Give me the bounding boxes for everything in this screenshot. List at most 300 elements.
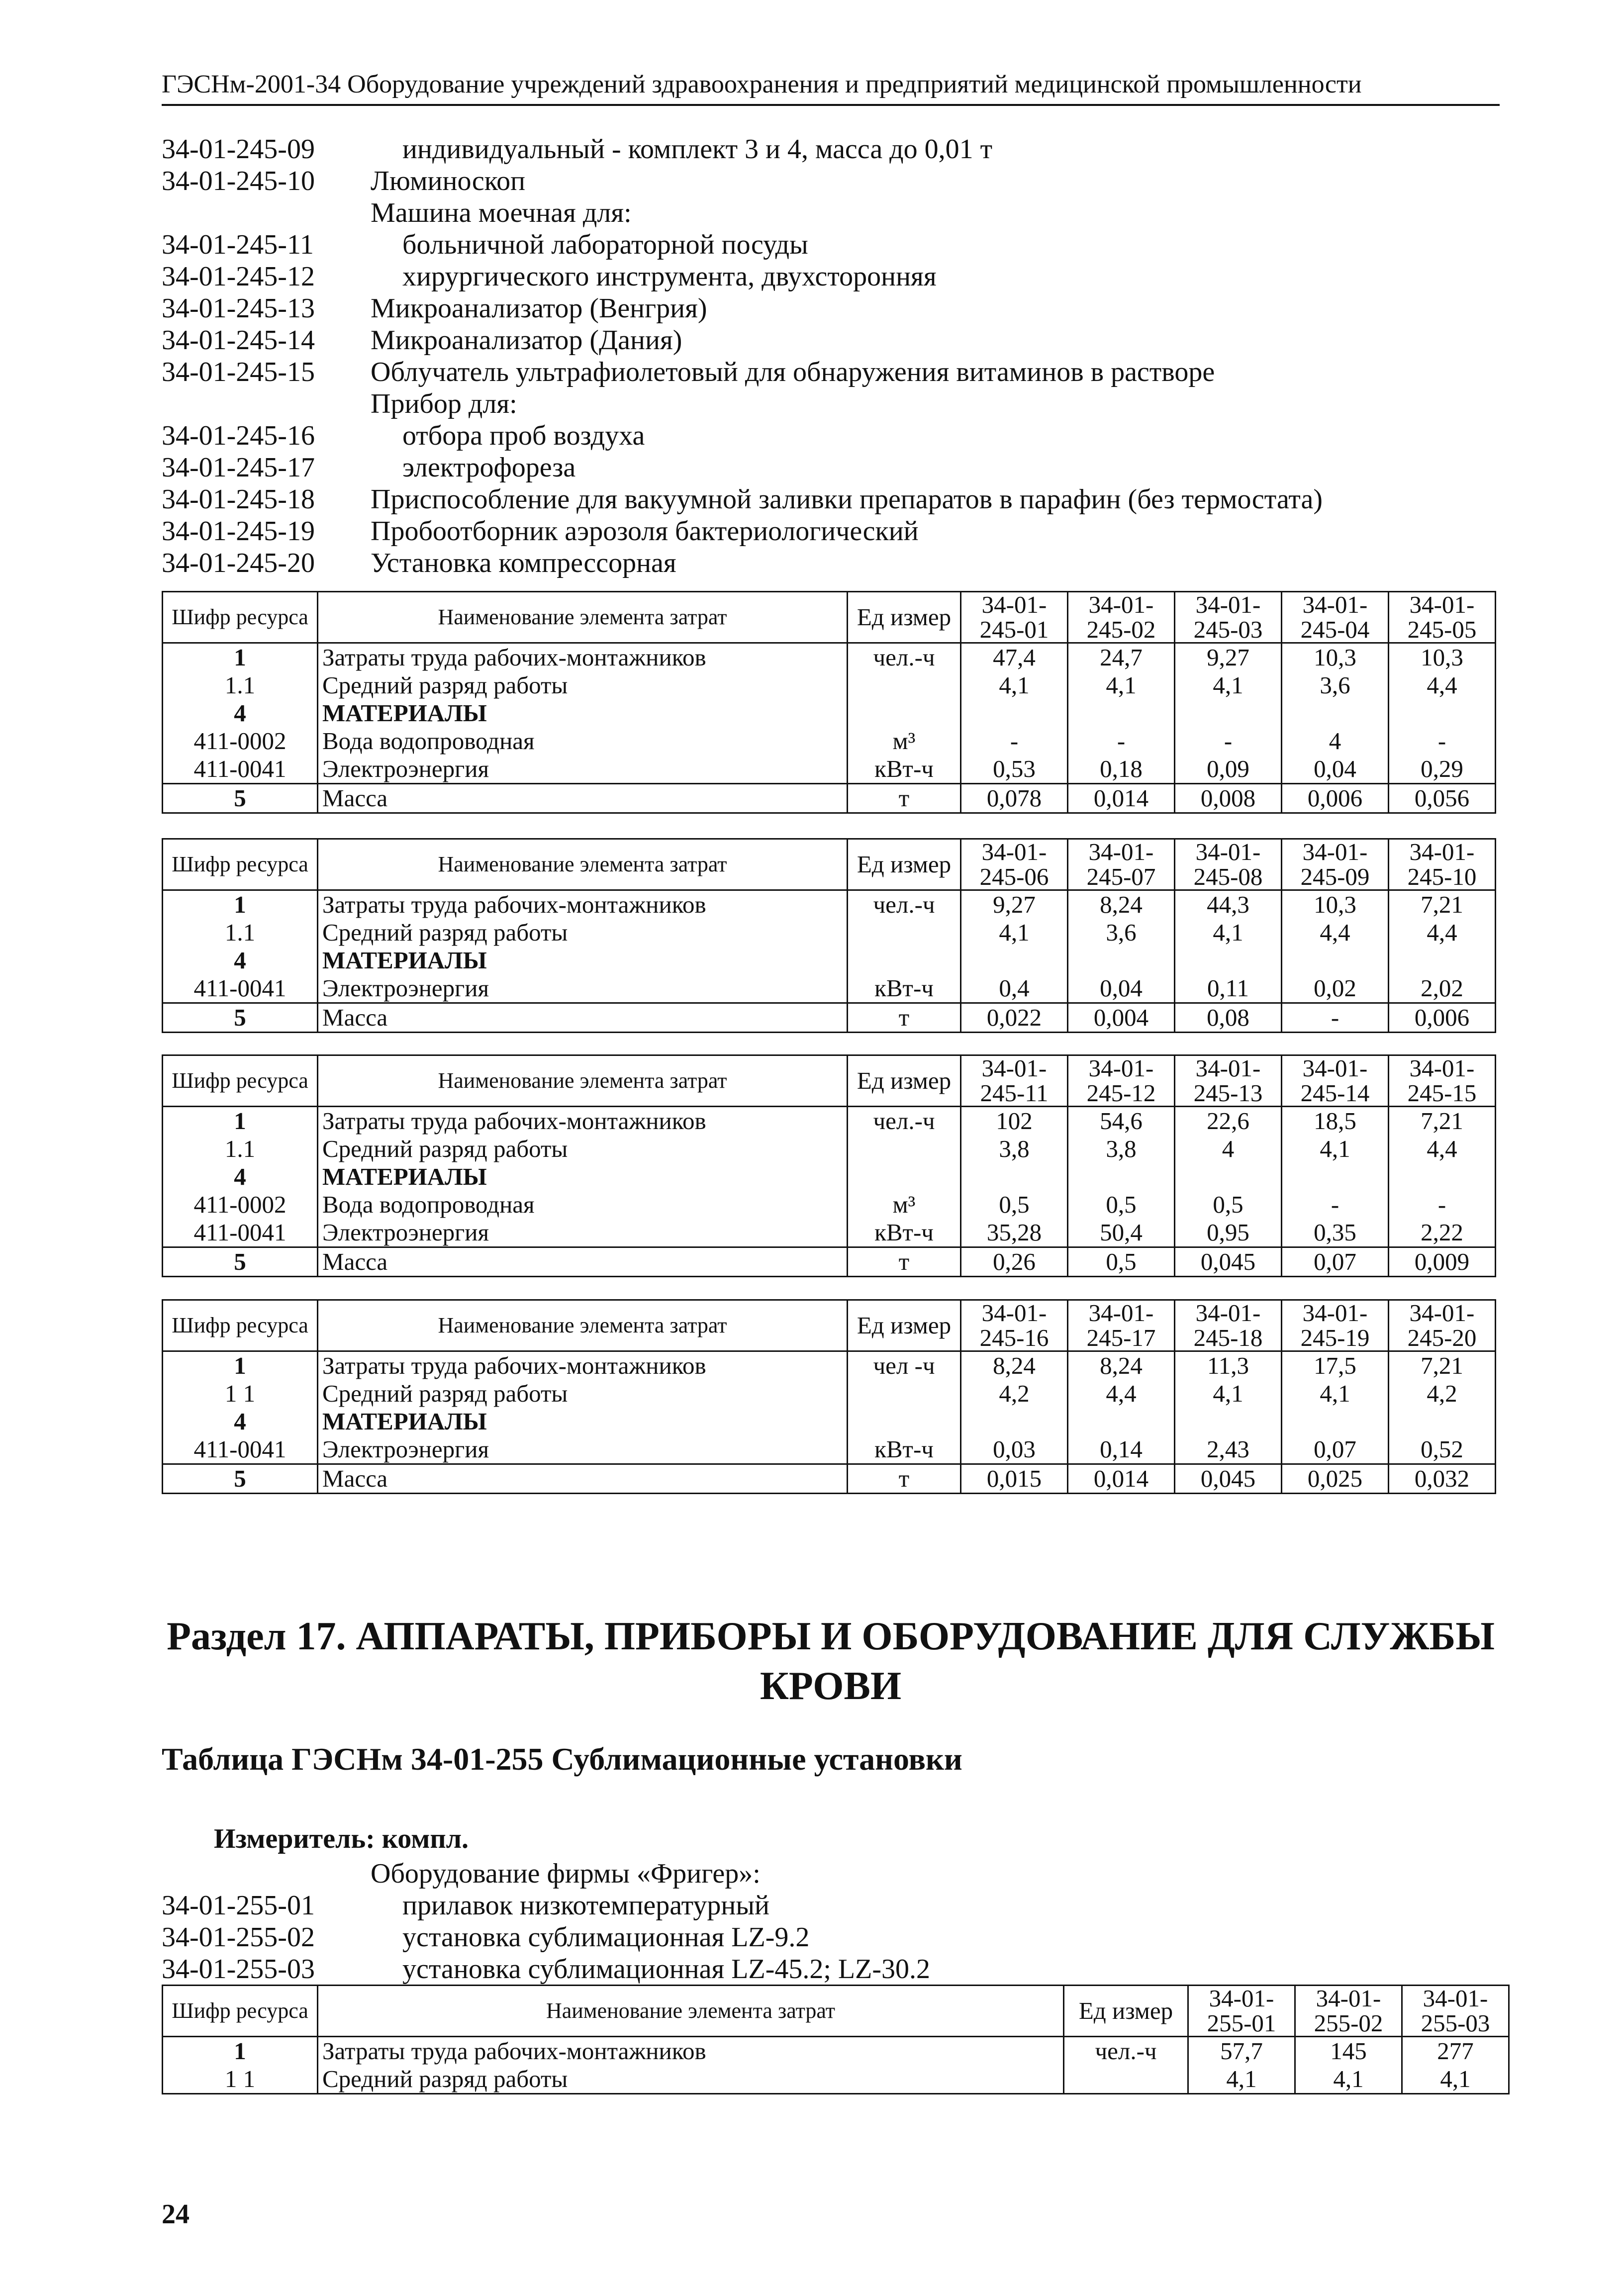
cell-value: 4,1 — [1175, 1380, 1282, 1408]
cell-value: 145 — [1295, 2037, 1402, 2066]
cell-value: 0,009 — [1389, 1247, 1496, 1277]
list-item — [162, 1953, 1529, 1985]
list-item-text: электрофореза — [402, 452, 576, 483]
cell-value: 8,24 — [961, 1351, 1068, 1380]
list-item — [162, 1921, 1529, 1953]
table-row — [163, 890, 1496, 919]
cell-unit — [848, 1135, 961, 1163]
cell-value: 47,4 — [961, 643, 1068, 672]
cell-value: 4,1 — [1068, 671, 1175, 699]
list-item-code: 34-01-245-15 — [162, 357, 315, 387]
cell-value: 4 — [1175, 1135, 1282, 1163]
list-item-text: установка сублимационная LZ-9.2 — [402, 1922, 810, 1953]
cell-unit: чел.-ч — [1064, 2037, 1188, 2066]
cell-unit: т — [848, 1464, 961, 1494]
list-item — [162, 547, 1529, 579]
cell-code: 1 1 — [163, 2065, 318, 2094]
list-item — [162, 1890, 1529, 1921]
cell-unit: кВт-ч — [848, 1435, 961, 1464]
cell-value: 0,014 — [1068, 784, 1175, 813]
cell-value — [1068, 947, 1175, 974]
list-item-text: индивидуальный - комплект 3 и 4, масса до 0,01 т — [402, 134, 993, 165]
list-item — [162, 229, 1529, 261]
cell-unit: чел.-ч — [848, 890, 961, 919]
list-item-text: Приспособление для вакуумной заливки препаратов в парафин (без термостата) — [371, 484, 1323, 515]
cell-code: 1 — [163, 643, 318, 672]
col-header-unit: Ед измер — [848, 1055, 961, 1107]
col-header-norm: 34-01- 245-02 — [1068, 592, 1175, 643]
list-item-text: Микроанализатор (Венгрия) — [371, 293, 707, 324]
cell-name: Электроэнергия — [318, 974, 848, 1003]
code-list-255 — [162, 1858, 1529, 1985]
col-header-norm: 34-01- 245-11 — [961, 1055, 1068, 1107]
col-header-unit: Ед измер — [848, 839, 961, 890]
cell-value: 10,3 — [1282, 890, 1389, 919]
col-header-unit: Ед измер — [848, 1300, 961, 1351]
list-item-code: 34-01-255-01 — [162, 1890, 315, 1921]
cell-value: 7,21 — [1389, 890, 1496, 919]
cell-name: МАТЕРИАЛЫ — [318, 947, 848, 974]
list-item-code — [162, 388, 371, 420]
table-row — [163, 784, 1496, 813]
cell-unit — [848, 947, 961, 974]
cell-unit: м³ — [848, 1191, 961, 1219]
cell-value: 7,21 — [1389, 1107, 1496, 1136]
measure-label: Измеритель: — [214, 1823, 375, 1854]
cell-value: 0,5 — [1175, 1191, 1282, 1219]
resource-table — [162, 1054, 1496, 1277]
col-header-norm: 34-01- 245-13 — [1175, 1055, 1282, 1107]
cell-unit — [848, 1163, 961, 1191]
table-row — [163, 1003, 1496, 1033]
resource-table — [162, 1299, 1496, 1494]
table-row — [163, 1435, 1496, 1464]
page-number: 24 — [162, 2199, 190, 2230]
col-header-unit: Ед измер — [848, 592, 961, 643]
table-row — [163, 1219, 1496, 1247]
cell-value: 0,08 — [1175, 1003, 1282, 1033]
cell-value: 18,5 — [1282, 1107, 1389, 1136]
col-header-name: Наименование элемента затрат — [318, 839, 848, 890]
cell-value: 4,1 — [1175, 671, 1282, 699]
cell-value: 0,5 — [1068, 1247, 1175, 1277]
cell-code: 1 1 — [163, 1380, 318, 1408]
cell-code: 411-0041 — [163, 974, 318, 1003]
col-header-norm: 34-01- 245-10 — [1389, 839, 1496, 890]
list-item — [162, 324, 1529, 356]
cell-name: Вода водопроводная — [318, 1191, 848, 1219]
cell-name: Масса — [318, 784, 848, 813]
list-item-code: 34-01-245-14 — [162, 325, 315, 356]
cell-code: 4 — [163, 1163, 318, 1191]
cell-value: 0,26 — [961, 1247, 1068, 1277]
cell-value: 0,07 — [1282, 1247, 1389, 1277]
col-header-code: Шифр ресурса — [163, 592, 318, 643]
cell-unit — [848, 1380, 961, 1408]
cell-code: 5 — [163, 1464, 318, 1494]
cell-unit: чел.-ч — [848, 643, 961, 672]
cell-value: 9,27 — [961, 890, 1068, 919]
col-header-norm: 34-01- 245-20 — [1389, 1300, 1496, 1351]
table-row — [163, 699, 1496, 727]
cell-name: Средний разряд работы — [318, 1135, 848, 1163]
table-row — [163, 1408, 1496, 1435]
cell-value: 4,1 — [1282, 1380, 1389, 1408]
cell-name: Масса — [318, 1464, 848, 1494]
cell-name: МАТЕРИАЛЫ — [318, 699, 848, 727]
cell-value: 3,6 — [1068, 919, 1175, 947]
table-row — [163, 1191, 1496, 1219]
list-item — [162, 261, 1529, 292]
cell-name: Средний разряд работы — [318, 2065, 1064, 2094]
cell-value: - — [961, 727, 1068, 755]
cell-code: 1 — [163, 2037, 318, 2066]
list-item-text: прилавок низкотемпературный — [402, 1890, 769, 1921]
cell-value: 0,11 — [1175, 974, 1282, 1003]
cell-value: 0,045 — [1175, 1247, 1282, 1277]
cell-value: 22,6 — [1175, 1107, 1282, 1136]
col-header-norm: 34-01- 255-01 — [1188, 1986, 1295, 2037]
list-item-code: 34-01-245-12 — [162, 261, 315, 292]
list-item — [162, 1858, 1529, 1890]
cell-unit — [848, 671, 961, 699]
list-item-text: Установка компрессорная — [371, 548, 676, 578]
list-item — [162, 452, 1529, 483]
col-header-norm: 34-01- 245-07 — [1068, 839, 1175, 890]
cell-name: Электроэнергия — [318, 1219, 848, 1247]
cell-value: 4,4 — [1068, 1380, 1175, 1408]
resource-table — [162, 1985, 1510, 2094]
cell-value — [1068, 1408, 1175, 1435]
cell-unit — [1064, 2065, 1188, 2094]
cell-value: 17,5 — [1282, 1351, 1389, 1380]
cell-value: 4,1 — [1282, 1135, 1389, 1163]
cell-value — [1175, 1163, 1282, 1191]
cell-unit: т — [848, 784, 961, 813]
cell-value: 0,056 — [1389, 784, 1496, 813]
cell-value — [961, 947, 1068, 974]
cell-value: 0,022 — [961, 1003, 1068, 1033]
list-item-text: Оборудование фирмы «Фригер»: — [371, 1858, 761, 1889]
col-header-name: Наименование элемента затрат — [318, 1300, 848, 1351]
cell-value: 4,1 — [961, 919, 1068, 947]
list-item-text: хирургического инструмента, двухсторонняя — [402, 261, 937, 292]
running-header: ГЭСНм-2001-34 Оборудование учреждений здравоохранения и предприятий медицинской промышленности — [162, 70, 1500, 106]
col-header-name: Наименование элемента затрат — [318, 592, 848, 643]
cell-value — [1175, 699, 1282, 727]
cell-value: 0,29 — [1389, 755, 1496, 784]
cell-value — [1389, 1408, 1496, 1435]
cell-value — [1282, 1408, 1389, 1435]
table-row — [163, 1163, 1496, 1191]
col-header-norm: 34-01- 245-04 — [1282, 592, 1389, 643]
cell-value: 0,045 — [1175, 1464, 1282, 1494]
cell-value: 0,008 — [1175, 784, 1282, 813]
cell-value: 44,3 — [1175, 890, 1282, 919]
col-header-norm: 34-01- 245-08 — [1175, 839, 1282, 890]
list-item-code: 34-01-245-18 — [162, 484, 315, 515]
cell-value: 7,21 — [1389, 1351, 1496, 1380]
list-item-code: 34-01-245-09 — [162, 134, 315, 165]
cell-unit: чел -ч — [848, 1351, 961, 1380]
cell-name: Электроэнергия — [318, 1435, 848, 1464]
list-item-code — [162, 1858, 371, 1890]
cell-name: Затраты труда рабочих-монтажников — [318, 1351, 848, 1380]
cell-value: 4,1 — [1402, 2065, 1509, 2094]
table-row — [163, 2037, 1509, 2066]
cell-unit: м³ — [848, 727, 961, 755]
cell-unit — [848, 699, 961, 727]
col-header-norm: 34-01- 245-01 — [961, 592, 1068, 643]
cell-code: 1 — [163, 1107, 318, 1136]
cell-value: 10,3 — [1389, 643, 1496, 672]
cell-value: 9,27 — [1175, 643, 1282, 672]
cell-code: 411-0002 — [163, 1191, 318, 1219]
cell-code: 5 — [163, 784, 318, 813]
cell-code: 1.1 — [163, 1135, 318, 1163]
cell-value: 0,02 — [1282, 974, 1389, 1003]
cell-value: 0,35 — [1282, 1219, 1389, 1247]
table-row — [163, 1135, 1496, 1163]
cell-name: МАТЕРИАЛЫ — [318, 1408, 848, 1435]
table-row — [163, 671, 1496, 699]
cell-value: 11,3 — [1175, 1351, 1282, 1380]
cell-value — [1282, 947, 1389, 974]
cell-unit — [848, 919, 961, 947]
list-item-code: 34-01-245-11 — [162, 229, 314, 260]
list-item-text: Прибор для: — [371, 388, 517, 419]
cell-unit: т — [848, 1247, 961, 1277]
table-row — [163, 1464, 1496, 1494]
cell-value: 8,24 — [1068, 1351, 1175, 1380]
col-header-norm: 34-01- 245-05 — [1389, 592, 1496, 643]
list-item — [162, 133, 1529, 165]
cell-value: 0,004 — [1068, 1003, 1175, 1033]
list-item-code: 34-01-245-13 — [162, 293, 315, 324]
cell-code: 4 — [163, 699, 318, 727]
list-item — [162, 483, 1529, 515]
cell-value: 102 — [961, 1107, 1068, 1136]
col-header-name: Наименование элемента затрат — [318, 1986, 1064, 2037]
cell-name: Масса — [318, 1003, 848, 1033]
cell-code: 5 — [163, 1003, 318, 1033]
cell-name: Средний разряд работы — [318, 919, 848, 947]
cell-value: 0,04 — [1068, 974, 1175, 1003]
cell-name: Вода водопроводная — [318, 727, 848, 755]
col-header-code: Шифр ресурса — [163, 1986, 318, 2037]
cell-value: 0,03 — [961, 1435, 1068, 1464]
cell-code: 4 — [163, 947, 318, 974]
cell-value: 0,52 — [1389, 1435, 1496, 1464]
cell-value: 4,1 — [1295, 2065, 1402, 2094]
list-item-code: 34-01-255-02 — [162, 1922, 315, 1953]
cell-name: Электроэнергия — [318, 755, 848, 784]
col-header-norm: 34-01- 245-18 — [1175, 1300, 1282, 1351]
cell-value: 277 — [1402, 2037, 1509, 2066]
cell-value — [1389, 947, 1496, 974]
cell-unit: кВт-ч — [848, 755, 961, 784]
cell-code: 411-0041 — [163, 1219, 318, 1247]
list-item-text: Пробоотборник аэрозоля бактериологический — [371, 516, 919, 547]
cell-value — [1175, 947, 1282, 974]
cell-name: МАТЕРИАЛЫ — [318, 1163, 848, 1191]
list-item-code: 34-01-245-16 — [162, 420, 315, 451]
cell-code: 4 — [163, 1408, 318, 1435]
cell-value: 4 — [1282, 727, 1389, 755]
cell-value — [1389, 1163, 1496, 1191]
list-item — [162, 165, 1529, 197]
col-header-norm: 34-01- 245-19 — [1282, 1300, 1389, 1351]
cell-value — [1282, 1163, 1389, 1191]
list-item-code: 34-01-255-03 — [162, 1954, 315, 1985]
cell-value: 0,95 — [1175, 1219, 1282, 1247]
cell-value: 2,43 — [1175, 1435, 1282, 1464]
cell-value — [1175, 1408, 1282, 1435]
table-row — [163, 1380, 1496, 1408]
col-header-name: Наименование элемента затрат — [318, 1055, 848, 1107]
cell-value: 4,4 — [1389, 1135, 1496, 1163]
cell-value: 4,4 — [1389, 919, 1496, 947]
cell-value: 0,5 — [961, 1191, 1068, 1219]
table-row — [163, 755, 1496, 784]
cell-value: 0,14 — [1068, 1435, 1175, 1464]
table-row — [163, 974, 1496, 1003]
cell-value: - — [1389, 727, 1496, 755]
section-title: Раздел 17. АППАРАТЫ, ПРИБОРЫ И ОБОРУДОВАНИЕ ДЛЯ СЛУЖБЫ КРОВИ — [167, 1614, 1495, 1708]
col-header-norm: 34-01- 245-06 — [961, 839, 1068, 890]
cell-name: Затраты труда рабочих-монтажников — [318, 1107, 848, 1136]
cell-value — [961, 1163, 1068, 1191]
table-row — [163, 727, 1496, 755]
cell-value — [961, 1408, 1068, 1435]
list-item-text: Микроанализатор (Дания) — [371, 325, 682, 356]
measure-value: компл. — [382, 1823, 469, 1854]
cell-value: 0,4 — [961, 974, 1068, 1003]
cell-code: 1.1 — [163, 671, 318, 699]
cell-value: 0,015 — [961, 1464, 1068, 1494]
measure-line — [214, 1823, 469, 1855]
cell-value: 0,53 — [961, 755, 1068, 784]
cell-code: 1 — [163, 890, 318, 919]
cell-name: Затраты труда рабочих-монтажников — [318, 890, 848, 919]
cell-value — [1282, 699, 1389, 727]
cell-name: Средний разряд работы — [318, 1380, 848, 1408]
cell-code: 5 — [163, 1247, 318, 1277]
cell-unit: т — [848, 1003, 961, 1033]
col-header-code: Шифр ресурса — [163, 839, 318, 890]
table-row — [163, 1107, 1496, 1136]
list-item-code: 34-01-245-20 — [162, 548, 315, 578]
cell-value: 4,1 — [1188, 2065, 1295, 2094]
cell-value: 0,09 — [1175, 755, 1282, 784]
cell-value: 0,032 — [1389, 1464, 1496, 1494]
list-item — [162, 292, 1529, 324]
cell-value: 0,006 — [1389, 1003, 1496, 1033]
code-list-245 — [162, 133, 1529, 579]
cell-unit: кВт-ч — [848, 1219, 961, 1247]
list-item — [162, 356, 1529, 388]
list-item-text: установка сублимационная LZ-45.2; LZ-30.2 — [402, 1954, 930, 1985]
list-item — [162, 515, 1529, 547]
cell-value: - — [1389, 1191, 1496, 1219]
list-item-text: больничной лабораторной посуды — [402, 229, 808, 260]
cell-value: - — [1282, 1191, 1389, 1219]
list-item-text: отбора проб воздуха — [402, 420, 645, 451]
resource-table — [162, 591, 1496, 814]
cell-name: Затраты труда рабочих-монтажников — [318, 643, 848, 672]
cell-value: 4,2 — [961, 1380, 1068, 1408]
cell-value — [1068, 699, 1175, 727]
cell-value: 4,1 — [1175, 919, 1282, 947]
list-item-text: Облучатель ультрафиолетовый для обнаружения витаминов в растворе — [371, 357, 1215, 387]
cell-value: 54,6 — [1068, 1107, 1175, 1136]
table-row — [163, 1247, 1496, 1277]
cell-code: 411-0041 — [163, 1435, 318, 1464]
cell-value — [1068, 1163, 1175, 1191]
list-item — [162, 388, 1529, 420]
col-header-norm: 34-01- 245-09 — [1282, 839, 1389, 890]
cell-value: - — [1068, 727, 1175, 755]
list-item-code: 34-01-245-19 — [162, 516, 315, 547]
cell-value: 10,3 — [1282, 643, 1389, 672]
list-item-code: 34-01-245-10 — [162, 166, 315, 196]
cell-name: Средний разряд работы — [318, 671, 848, 699]
col-header-norm: 34-01- 245-17 — [1068, 1300, 1175, 1351]
table-row — [163, 947, 1496, 974]
cell-value: 8,24 — [1068, 890, 1175, 919]
cell-value: - — [1175, 727, 1282, 755]
cell-value: 4,4 — [1282, 919, 1389, 947]
col-header-code: Шифр ресурса — [163, 1055, 318, 1107]
cell-code: 411-0002 — [163, 727, 318, 755]
cell-value: 4,1 — [961, 671, 1068, 699]
table-row — [163, 643, 1496, 672]
col-header-unit: Ед измер — [1064, 1986, 1188, 2037]
cell-unit: кВт-ч — [848, 974, 961, 1003]
cell-value: - — [1282, 1003, 1389, 1033]
resource-table — [162, 838, 1496, 1033]
col-header-norm: 34-01- 245-15 — [1389, 1055, 1496, 1107]
cell-value: 0,18 — [1068, 755, 1175, 784]
list-item-code: 34-01-245-17 — [162, 452, 315, 483]
cell-value: 0,006 — [1282, 784, 1389, 813]
cell-value: 2,02 — [1389, 974, 1496, 1003]
cell-value: 57,7 — [1188, 2037, 1295, 2066]
cell-value: 0,5 — [1068, 1191, 1175, 1219]
cell-value: 0,07 — [1282, 1435, 1389, 1464]
list-item-text: Люминоскоп — [371, 166, 526, 196]
list-item-text: Машина моечная для: — [371, 197, 632, 228]
list-item-code — [162, 197, 371, 229]
cell-value: 0,078 — [961, 784, 1068, 813]
cell-value: 0,04 — [1282, 755, 1389, 784]
col-header-norm: 34-01- 255-03 — [1402, 1986, 1509, 2037]
cell-unit — [848, 1408, 961, 1435]
list-item — [162, 197, 1529, 229]
cell-value: 3,8 — [1068, 1135, 1175, 1163]
cell-value: 50,4 — [1068, 1219, 1175, 1247]
cell-unit: чел.-ч — [848, 1107, 961, 1136]
col-header-norm: 34-01- 245-03 — [1175, 592, 1282, 643]
list-item — [162, 420, 1529, 452]
cell-value: 4,2 — [1389, 1380, 1496, 1408]
cell-value: 3,8 — [961, 1135, 1068, 1163]
cell-value: 4,4 — [1389, 671, 1496, 699]
cell-value: 35,28 — [961, 1219, 1068, 1247]
cell-code: 411-0041 — [163, 755, 318, 784]
cell-value: 0,014 — [1068, 1464, 1175, 1494]
col-header-norm: 34-01- 255-02 — [1295, 1986, 1402, 2037]
